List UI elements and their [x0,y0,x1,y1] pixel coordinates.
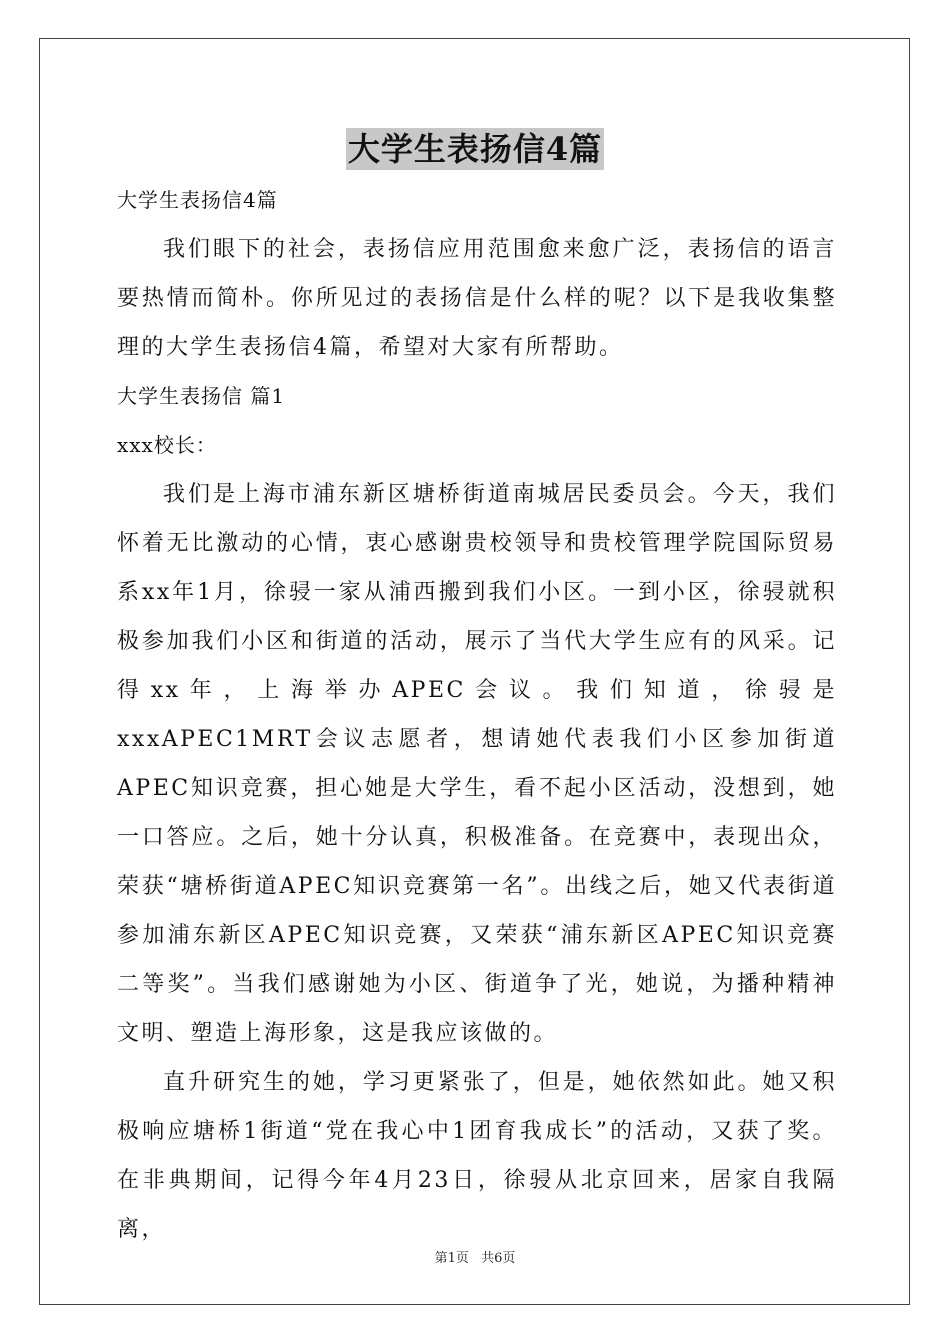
body-paragraph-2: 直升研究生的她，学习更紧张了，但是，她依然如此。她又积极响应塘桥1街道“党在我心中1团育我成长”的活动，又获了奖。在非典期间，记得今年4月23日，徐骎从北京回来，居家自我隔离， [117,1070,837,1242]
page-total: 共6页 [481,1251,516,1266]
intro-paragraph: 我们眼下的社会，表扬信应用范围愈来愈广泛，表扬信的语言要热情而简朴。你所见过的表扬信是什么样的呢？以下是我收集整理的大学生表扬信4篇，希望对大家有所帮助。 [117,237,837,360]
page-number: 第1页 [434,1251,469,1266]
page-footer [0,1247,950,1266]
body-paragraph-1: 我们是上海市浦东新区塘桥街道南城居民委员会。今天，我们怀着无比激动的心情，衷心感谢贵校领导和贵校管理学院国际贸易系xx年1月，徐骎一家从浦西搬到我们小区。一到小区，徐骎就积极参加我们小区和街道的活动，展示了当代大学生应有的风采。记得xx年，上海举办APEC会议。我们知道，徐骎是xxxAPEC1MRT会议志愿者，想请她代表我们小区参加街道APEC知识竞赛，担心她是大学生，看不起小区活动，没想到，她一口答应。之后，她十分认真，积极准备。在竞赛中，表现出众，荣获“塘桥街道APEC知识竞赛第一名”。出线之后，她又代表街道参加浦东新区APEC知识竞赛，又荣获“浦东新区APEC知识竞赛二等奖”。当我们感谢她为小区、街道争了光，她说，为播种精神文明、塑造上海形象，这是我应该做的。 [117,482,837,1046]
document-subtitle: 大学生表扬信4篇 [117,188,278,212]
document-body [117,176,837,1254]
salutation: xxx校长： [117,433,217,457]
section-heading: 大学生表扬信 篇1 [117,384,286,408]
title-wrap [0,128,950,170]
document-title: 大学生表扬信4篇 [347,130,603,168]
